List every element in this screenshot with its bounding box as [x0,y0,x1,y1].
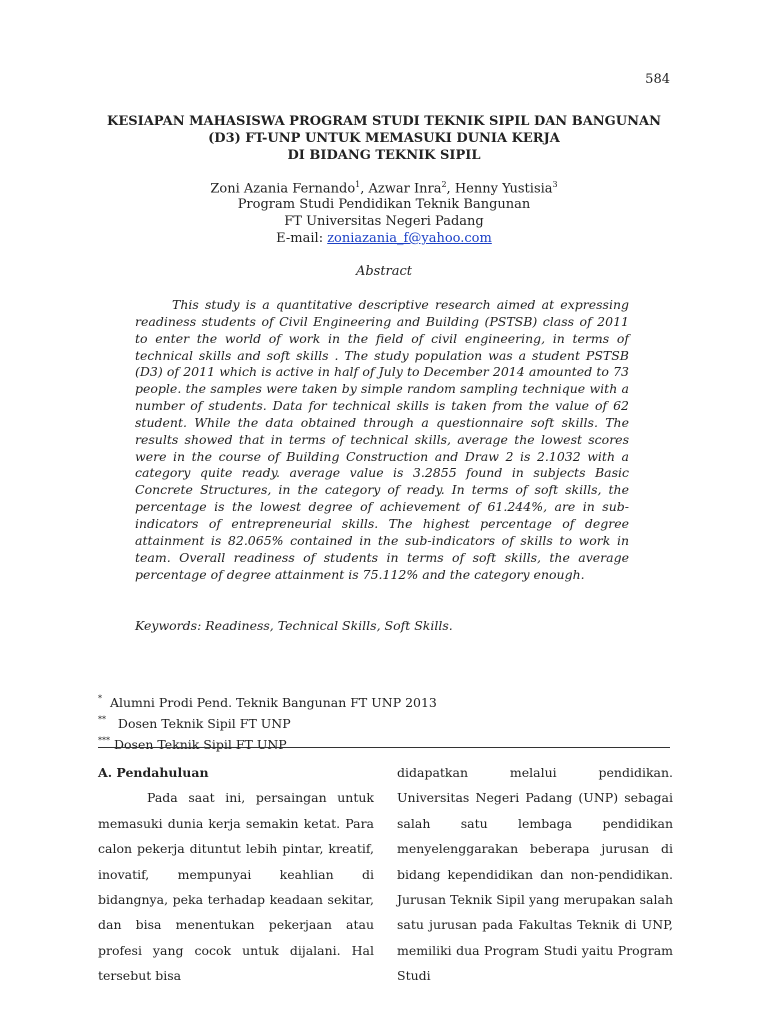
section-divider [98,747,670,748]
footnote-2 [98,711,437,732]
author-1: Zoni Azania Fernando [210,181,356,197]
footnote-3 [98,732,437,753]
footnote-1 [98,690,437,711]
author-separator: , [360,181,369,197]
footnote-text: Dosen Teknik Sipil FT UNP [113,737,287,752]
section-heading: A. Pendahuluan [98,765,209,780]
footnote-text: Dosen Teknik Sipil FT UNP [117,716,291,731]
keywords: Keywords: Readiness, Technical Skills, Soft Skills. [135,618,453,633]
left-column [98,760,374,989]
right-column [397,760,673,989]
footnote-mark: ** [98,715,106,724]
author-list [90,180,678,196]
email-link[interactable]: zoniazania_f@yahoo.com [327,231,492,246]
affiliation-line-1: Program Studi Pendidikan Teknik Bangunan [237,197,531,212]
footnote-mark: *** [98,736,110,745]
email-line [90,231,678,246]
title-line-3: DI BIDANG TEKNIK SIPIL [287,148,481,163]
abstract-heading: Abstract [355,264,413,279]
author-3-sup: 3 [552,180,558,189]
author-2: Azwar Inra [368,181,442,197]
title-line-1: KESIAPAN MAHASISWA PROGRAM STUDI TEKNIK SIPIL DAN BANGUNAN [107,114,661,129]
paper-title [90,113,678,164]
left-paragraph: Pada saat ini, persaingan untuk memasuki dunia kerja semakin ketat. Para calon pekerja dituntut lebih pintar, kreatif, inovatif, mempunyai keahlian di bidangnya, peka terhadap keadaan sekitar, dan bisa menentukan pekerjaan atau profesi yang cocok untuk dijalani. Hal tersebut bisa [98,790,374,984]
email-label: E-mail: [276,231,328,246]
author-1-sup: 1 [355,180,361,189]
affiliation-line-2: FT Universitas Negeri Padang [284,214,484,229]
page-number: 584 [645,72,670,87]
title-line-2: (D3) FT-UNP UNTUK MEMASUKI DUNIA KERJA [208,131,560,146]
footnote-mark: * [98,694,102,703]
footnotes [98,690,437,753]
abstract-body: This study is a quantitative descriptive research aimed at expressing readiness students of Civil Engineering and Building (PSTSB) class of 2011 to enter the world of work in the field of civil engineering, in terms of technical skills and soft skills . The study population was a student PSTSB (D3) of 2011 which is active in half of July to December 2014 amounted to 73 people. the samples were taken by simple random sampling technique with a number of students. Data for technical skills is taken from the value of 62 student. While the data obtained through a questionnaire soft skills. The results showed that in terms of technical skills, average the lowest scores were in the course of Building Construction and Draw 2 is 2.1032 with a category quite ready. average value is 3.2855 found in subjects Basic Concrete Structures, in the category of ready. In terms of soft skills, the percentage is the lowest degree of achievement of 61.244%, are in sub- indicators of entrepreneurial skills. The highest percentage of degree attainment is 82.065% contained in the sub-indicators of skills to work in team. Overall readiness of students in terms of soft skills, the average percentage of degree attainment is 75.112% and the category enough. [135,297,629,582]
author-2-sup: 2 [441,180,447,189]
right-paragraph: didapatkan melalui pendidikan. Universitas Negeri Padang (UNP) sebagai salah satu lembaga pendidikan menyelenggarakan beberapa jurusan di bidang kependidikan dan non-pendidikan. Jurusan Teknik Sipil yang merupakan salah satu jurusan pada Fakultas Teknik di UNP, memiliki dua Program Studi yaitu Program Studi [397,765,673,984]
author-separator: , [446,181,455,197]
author-3: Henny Yustisia [454,181,553,197]
footnote-text: Alumni Prodi Pend. Teknik Bangunan FT UNP 2013 [109,695,437,710]
